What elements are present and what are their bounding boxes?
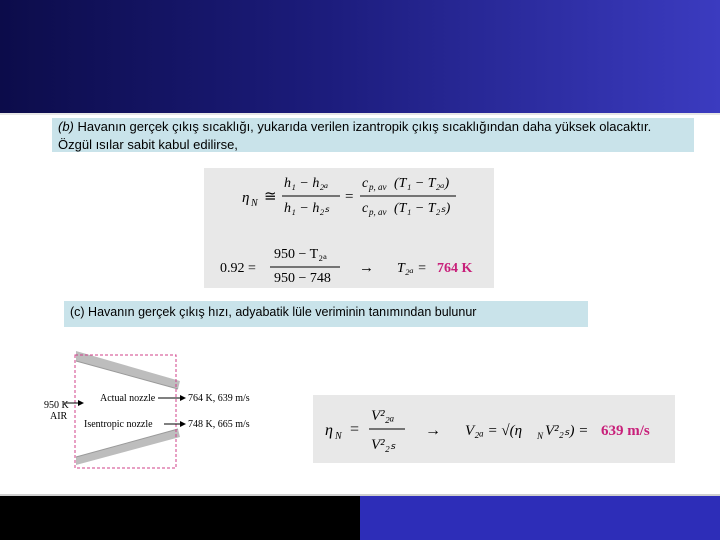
eq1-cp-bottom: c: [362, 201, 369, 216]
part-b-callout: [52, 118, 694, 152]
eq2-num: V²₂ₐ: [371, 408, 395, 424]
eq2-eta-sub: N: [335, 431, 342, 442]
eq1-line2-left: 0.92 =: [220, 261, 256, 276]
eq1-den-right: (T₁ − T₂ₛ): [394, 201, 451, 216]
actual-nozzle-label: Actual nozzle: [100, 393, 156, 404]
eq1-approx: ≅: [264, 189, 277, 205]
eq1-num-right: (T₁ − T₂ₐ): [394, 176, 450, 191]
inlet-temp-label: 950 K: [44, 400, 69, 411]
title-banner: [0, 0, 720, 113]
eq2-eta: η: [325, 422, 333, 439]
isentropic-result-label: 748 K, 665 m/s: [188, 419, 250, 430]
eq1-line2-den: 950 − 748: [274, 271, 331, 286]
actual-result-label: 764 K, 639 m/s: [188, 393, 250, 404]
eq1-cp-top: c: [362, 176, 369, 191]
nozzle-top-wall: [76, 351, 180, 389]
part-b-tag: (b): [58, 119, 74, 134]
part-c-text: (c) Havanın gerçek çıkış hızı, adyabatik lüle veriminin tanımından bulunur: [70, 305, 477, 319]
eq1-result-label: T₂ₐ =: [397, 261, 427, 276]
eq2-mid-tail: V²₂ₛ) =: [545, 423, 589, 439]
eq2-den: V²₂ₛ: [371, 437, 396, 453]
eq2-arrow: →: [425, 422, 441, 439]
eq2-mid: V₂ₐ = √(η: [465, 423, 523, 439]
footer-right-block: [360, 496, 720, 540]
part-b-text: Havanın gerçek çıkış sıcaklığı, yukarıda verilen izantropik çıkış sıcaklığından daha yüksek olacaktır. Özgül ısılar sabit kabul edilirse,: [58, 119, 652, 152]
eq2-result-value: 639 m/s: [601, 423, 650, 439]
eq1-result-value: 764 K: [437, 261, 473, 276]
eq1-eta: η: [242, 190, 250, 206]
footer-left-block: [0, 496, 360, 540]
isentropic-nozzle-label: Isentropic nozzle: [84, 419, 153, 430]
velocity-equation-box: [313, 395, 675, 463]
eq1-equals: =: [345, 189, 354, 205]
nozzle-figure: [40, 345, 270, 475]
eq1-eta-sub: N: [251, 198, 258, 209]
banner-divider: [0, 113, 720, 115]
isentropic-outlet-arrow-icon: [180, 421, 186, 427]
velocity-equation: [313, 395, 675, 463]
eq1-cp-bottom-sub: p, av: [369, 207, 387, 217]
eq1-num-left: h₁ − h₂ₐ: [284, 176, 329, 191]
efficiency-equation-box: [204, 168, 494, 288]
inlet-arrow-icon: [78, 400, 84, 406]
eq2-equals: =: [350, 421, 360, 438]
eq1-arrow: →: [359, 260, 374, 276]
nozzle-bottom-wall: [76, 429, 180, 465]
inlet-fluid-label: AIR: [50, 411, 68, 422]
part-c-callout: [64, 301, 588, 327]
eq1-cp-top-sub: p, av: [369, 182, 387, 192]
eq1-line2-num: 950 − T₂ₐ: [274, 247, 327, 262]
eq2-mid-sub: N: [537, 431, 544, 441]
actual-outlet-arrow-icon: [180, 395, 186, 401]
efficiency-equation: [204, 168, 494, 288]
eq1-den-left: h₁ − h₂ₛ: [284, 201, 330, 216]
